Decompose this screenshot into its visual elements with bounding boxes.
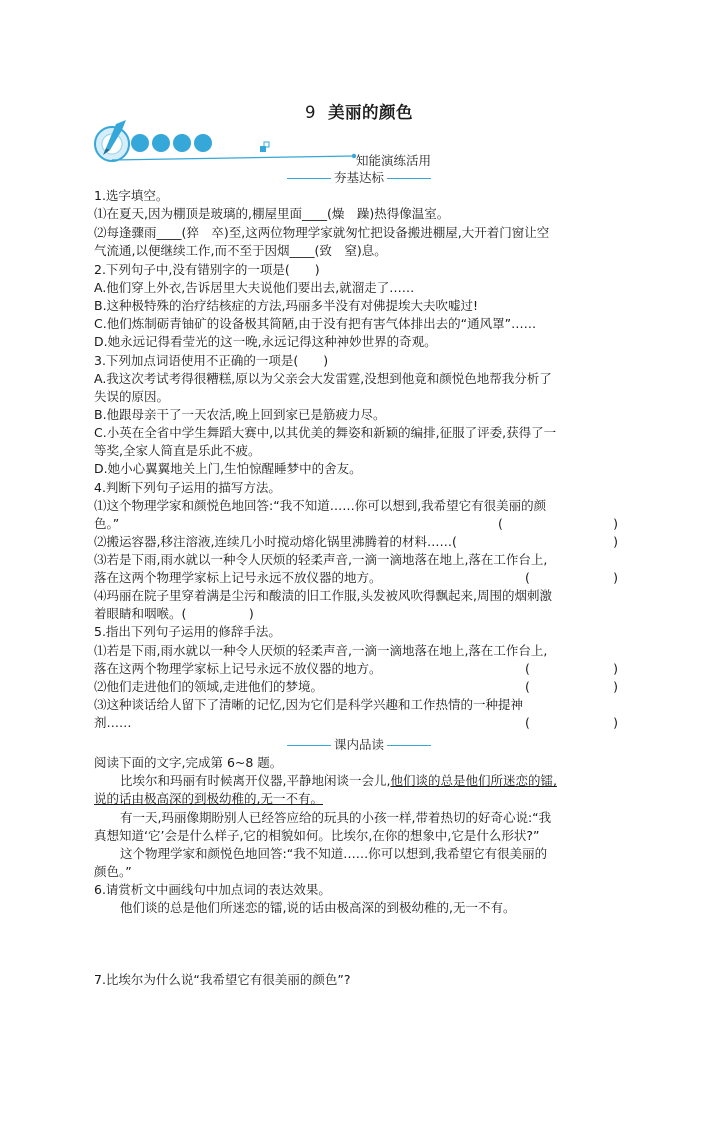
section-label: 课内品读 (333, 737, 384, 752)
answer-blank[interactable]: ( ) (525, 715, 618, 730)
section-rule (387, 745, 431, 746)
option-d: D.她小心翼翼地关上门,生怕惊醒睡梦中的舍友。 (94, 461, 362, 476)
option-b: B.他跟母亲干了一天农活,晚上回到家已是筋疲力尽。 (94, 407, 386, 422)
question-item: ⑴这个物理学家和颜悦色地回答:“我不知道……你可以想到,我希望它有很美丽的颜 (94, 498, 547, 513)
answer-blank[interactable]: ( ) (525, 661, 618, 676)
question-item-cont: 落在这两个物理学家标上记号永远不放仪器的地方。 (94, 661, 382, 676)
question-stem: 4.判断下列句子运用的描写方法。 (94, 480, 281, 495)
question-item: 气流通,以便继续工作,而不至于因烟____(致 窒)息。 (94, 243, 387, 258)
reading-paragraph: 有一天,玛丽像期盼别人已经答应给的玩具的小孩一样,带着热切的好奇心说:“我 (120, 810, 552, 825)
reading-paragraph-cont (94, 791, 323, 807)
answer-blank[interactable]: ( ) (498, 516, 618, 531)
reading-paragraph-cont: 真想知道‘它’会是什么样子,它的相貌如何。比埃尔,在你的想象中,它是什么形状?” (94, 828, 540, 843)
question-stem: 1.选字填空。 (94, 188, 169, 203)
section-heading-reading (0, 735, 718, 753)
question-item-cont: 色。” (94, 516, 120, 531)
option-a-cont: 失误的原因。 (94, 389, 170, 404)
question-stem: 7.比埃尔为什么说“我希望它有很美丽的颜色”? (94, 972, 351, 987)
question-item: ⑵每逢骤雨____(猝 卒)至,这两位物理学家就匆忙把设备搬进棚屋,大开着门窗让空 (94, 225, 550, 240)
question-item: ⑶这种谈话给人留下了清晰的记忆,因为它们是科学兴趣和工作热情的一种提神 (94, 697, 523, 712)
reading-paragraph: 比埃尔和玛丽有时候离开仪器,平静地闲谈一会儿,他们谈的总是他们所迷恋的镭, (120, 773, 557, 788)
option-c-cont: 等奖,全家人简直是乐此不疲。 (94, 443, 261, 458)
option-b: B.这种极特殊的治疗结核症的方法,玛丽多半没有对佛提埃大夫吹嘘过! (94, 298, 479, 313)
banner-dot (194, 134, 212, 152)
section-heading-basic (0, 168, 718, 186)
question-quote: 他们谈的总是他们所迷恋的镭,说的话由极高深的到极幼稚的,无一不有。 (120, 900, 516, 915)
banner-underline (112, 156, 354, 160)
reading-intro: 阅读下面的文字,完成第 6~8 题。 (94, 755, 283, 770)
option-a: A.他们穿上外衣,告诉居里大夫说他们要出去,就溜走了…… (94, 280, 415, 295)
question-item: ⑶若是下雨,雨水就以一种令人厌烦的轻柔声音,一滴一滴地落在地上,落在工作台上, (94, 552, 548, 567)
answer-blank[interactable]: ( ) (525, 570, 618, 585)
reading-paragraph-cont: 颜色。” (94, 864, 132, 879)
banner-dot (152, 134, 170, 152)
answer-blank[interactable]: ) (613, 534, 618, 549)
underlined-sentence: 他们谈的总是他们所迷恋的镭, (390, 773, 557, 788)
section-rule (287, 745, 331, 746)
banner-dot (131, 134, 149, 152)
option-c: C.他们炼制砺青铀矿的设备极其简陋,由于没有把有害气体排出去的“通风罩”…… (94, 316, 537, 331)
option-c: C.小英在全省中学生舞蹈大赛中,以其优美的舞姿和新颖的编排,征服了评委,获得了一 (94, 425, 557, 440)
question-stem: 6.请赏析文中画线句中加点词的表达效果。 (94, 882, 331, 897)
section-rule (287, 178, 331, 179)
section-label: 夯基达标 (333, 170, 384, 185)
pen-nib-icon (95, 120, 129, 161)
question-stem: 3.下列加点词语使用不正确的一项是( ) (94, 353, 329, 368)
question-item-cont: 剂…… (94, 715, 132, 730)
banner-caption: 知能演练活用 (356, 153, 432, 168)
section-rule (387, 178, 431, 179)
question-item-cont: 落在这两个物理学家标上记号永远不放仪器的地方。 (94, 570, 382, 585)
underlined-sentence: 说的话由极高深的到极幼稚的,无一不有。 (94, 791, 323, 806)
question-item: ⑵他们走进他们的领域,走进他们的梦境。 (94, 679, 323, 694)
question-item: ⑴在夏天,因为棚顶是玻璃的,棚屋里面____(燥 躁)热得像温室。 (94, 206, 450, 221)
answer-blank[interactable]: ( ) (525, 679, 618, 694)
banner-dot (173, 134, 191, 152)
question-stem: 5.指出下列句子运用的修辞手法。 (94, 624, 281, 639)
lesson-title: 美丽的颜色 (328, 103, 413, 122)
option-d: D.她永远记得看莹光的这一晚,永远记得这种神妙世界的奇观。 (94, 334, 437, 349)
question-item: ⑵搬运容器,移注溶液,连续几小时搅动熔化锅里沸腾着的材料……( (94, 534, 457, 549)
question-item: ⑴若是下雨,雨水就以一种令人厌烦的轻柔声音,一滴一滴地落在地上,落在工作台上, (94, 643, 548, 658)
reading-paragraph: 这个物理学家和颜悦色地回答:“我不知道……你可以想到,我希望它有很美丽的 (120, 846, 548, 861)
question-stem: 2.下列句子中,没有错别字的一项是( ) (94, 262, 320, 277)
lesson-number: 9 (305, 103, 316, 122)
question-item: ⑷玛丽在院子里穿着满是尘污和酸渍的旧工作服,头发被风吹得飘起来,周围的烟刺激 (94, 588, 552, 603)
question-item-cont: 着眼睛和咽喉。( ) (94, 606, 254, 621)
option-a: A.我这次考试考得很糟糕,原以为父亲会大发雷霆,没想到他竟和颜悦色地帮我分析了 (94, 371, 552, 386)
